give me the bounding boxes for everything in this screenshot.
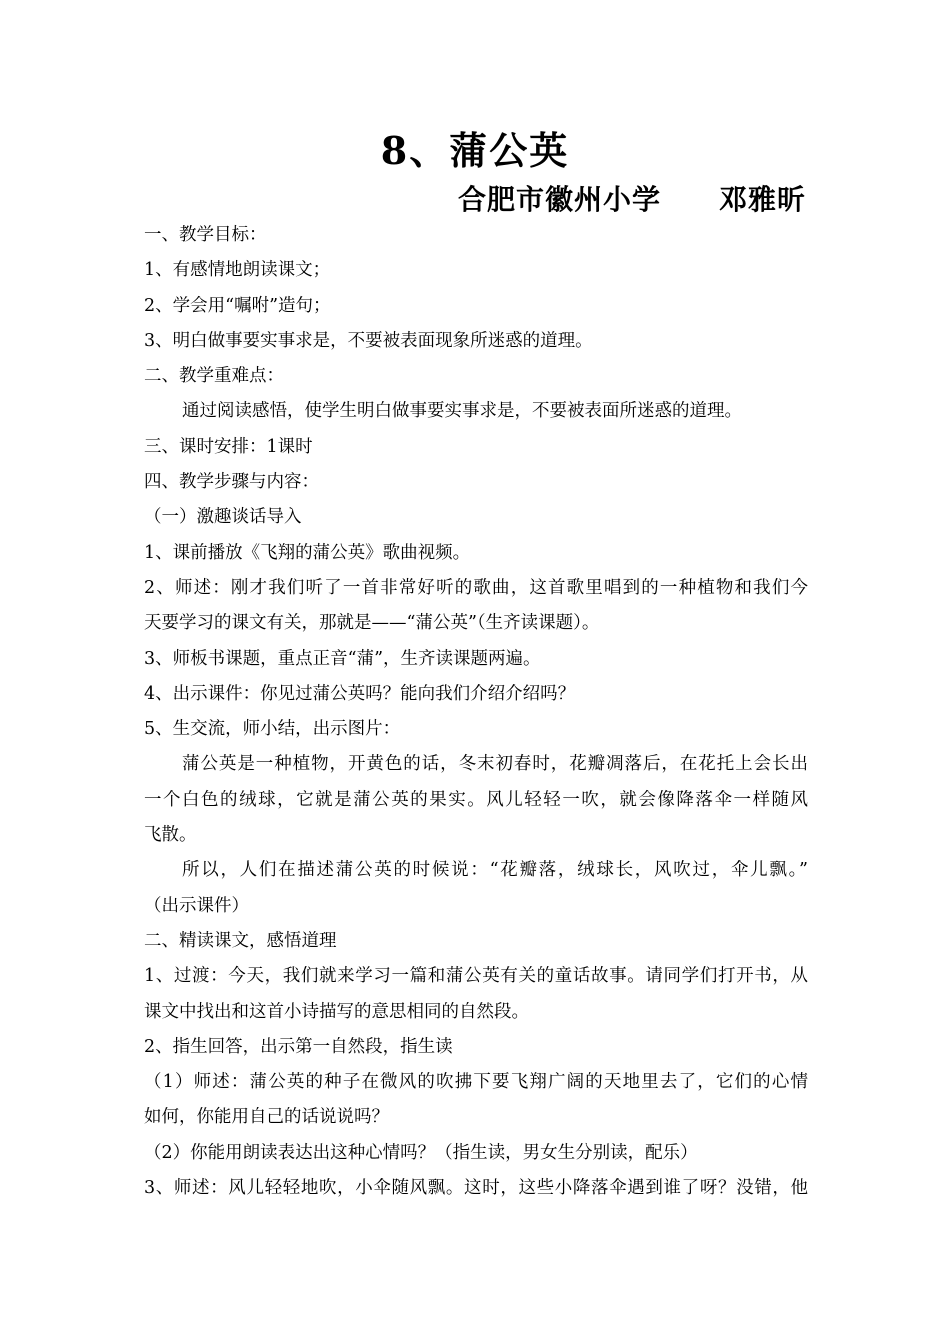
text-line: 所以，人们在描述蒲公英的时候说：“花瓣落，绒球长，风吹过，伞儿飘。” — [182, 860, 808, 881]
text-line: 5、生交流，师小结，出示图片： — [144, 719, 401, 740]
text-line: （一）激趣谈话导入 — [144, 507, 302, 528]
text-line: 如何，你能用自己的话说说吗？ — [144, 1107, 389, 1128]
text-line: 二、精读课文，感悟道理 — [144, 930, 337, 951]
text-line: 3、师板书课题，重点正音“蒲”，生齐读课题两遍。 — [144, 648, 541, 669]
text-line: 2、师述：刚才我们听了一首非常好听的歌曲，这首歌里唱到的一种植物和我们今 — [144, 577, 808, 598]
text-line: 4、出示课件：你见过蒲公英吗？能向我们介绍介绍吗？ — [144, 683, 576, 704]
text-line: 四、教学步骤与内容： — [144, 472, 319, 493]
text-line: 3、明白做事要实事求是，不要被表面现象所迷惑的道理。 — [144, 330, 593, 351]
text-line: 1、过渡：今天，我们就来学习一篇和蒲公英有关的童话故事。请同学们打开书，从 — [144, 966, 808, 987]
text-line: 3、师述：风儿轻轻地吹，小伞随风飘。这时，这些小降落伞遇到谁了呀？没错，他 — [144, 1178, 808, 1199]
text-line: （出示课件） — [144, 895, 249, 916]
text-line: 2、指生回答，出示第一自然段，指生读 — [144, 1036, 453, 1057]
text-line: 二、教学重难点： — [144, 366, 284, 387]
text-line: （2）你能用朗读表达出这种心情吗？（指生读，男女生分别读，配乐） — [144, 1142, 698, 1163]
text-line: 2、学会用“嘱咐”造句； — [144, 295, 331, 316]
text-line: 三、课时安排：1课时 — [144, 436, 313, 457]
text-line: 1、有感情地朗读课文； — [144, 260, 331, 281]
text-line: 课文中找出和这首小诗描写的意思相同的自然段。 — [144, 1001, 529, 1022]
text-line: （1）师述：蒲公英的种子在微风的吹拂下要飞翔广阔的天地里去了，它们的心情 — [144, 1072, 808, 1093]
document-body — [144, 218, 808, 1206]
document-author: 合肥市徽州小学 邓雅昕 — [457, 183, 806, 216]
text-line: 一个白色的绒球，它就是蒲公英的果实。风儿轻轻一吹，就会像降落伞一样随风 — [144, 789, 808, 810]
text-line: 一、教学目标： — [144, 225, 267, 245]
text-line: 飞散。 — [144, 825, 197, 846]
text-line: 蒲公英是一种植物，开黄色的话，冬末初春时，花瓣凋落后，在花托上会长出 — [182, 754, 808, 775]
document-title: 8、蒲公英 — [380, 128, 570, 173]
text-line: 1、课前播放《飞翔的蒲公英》歌曲视频。 — [144, 542, 471, 563]
text-line: 通过阅读感悟，使学生明白做事要实事求是，不要被表面所迷惑的道理。 — [182, 401, 742, 422]
text-line: 天要学习的课文有关，那就是——“蒲公英”（生齐读课题）。 — [144, 613, 600, 634]
